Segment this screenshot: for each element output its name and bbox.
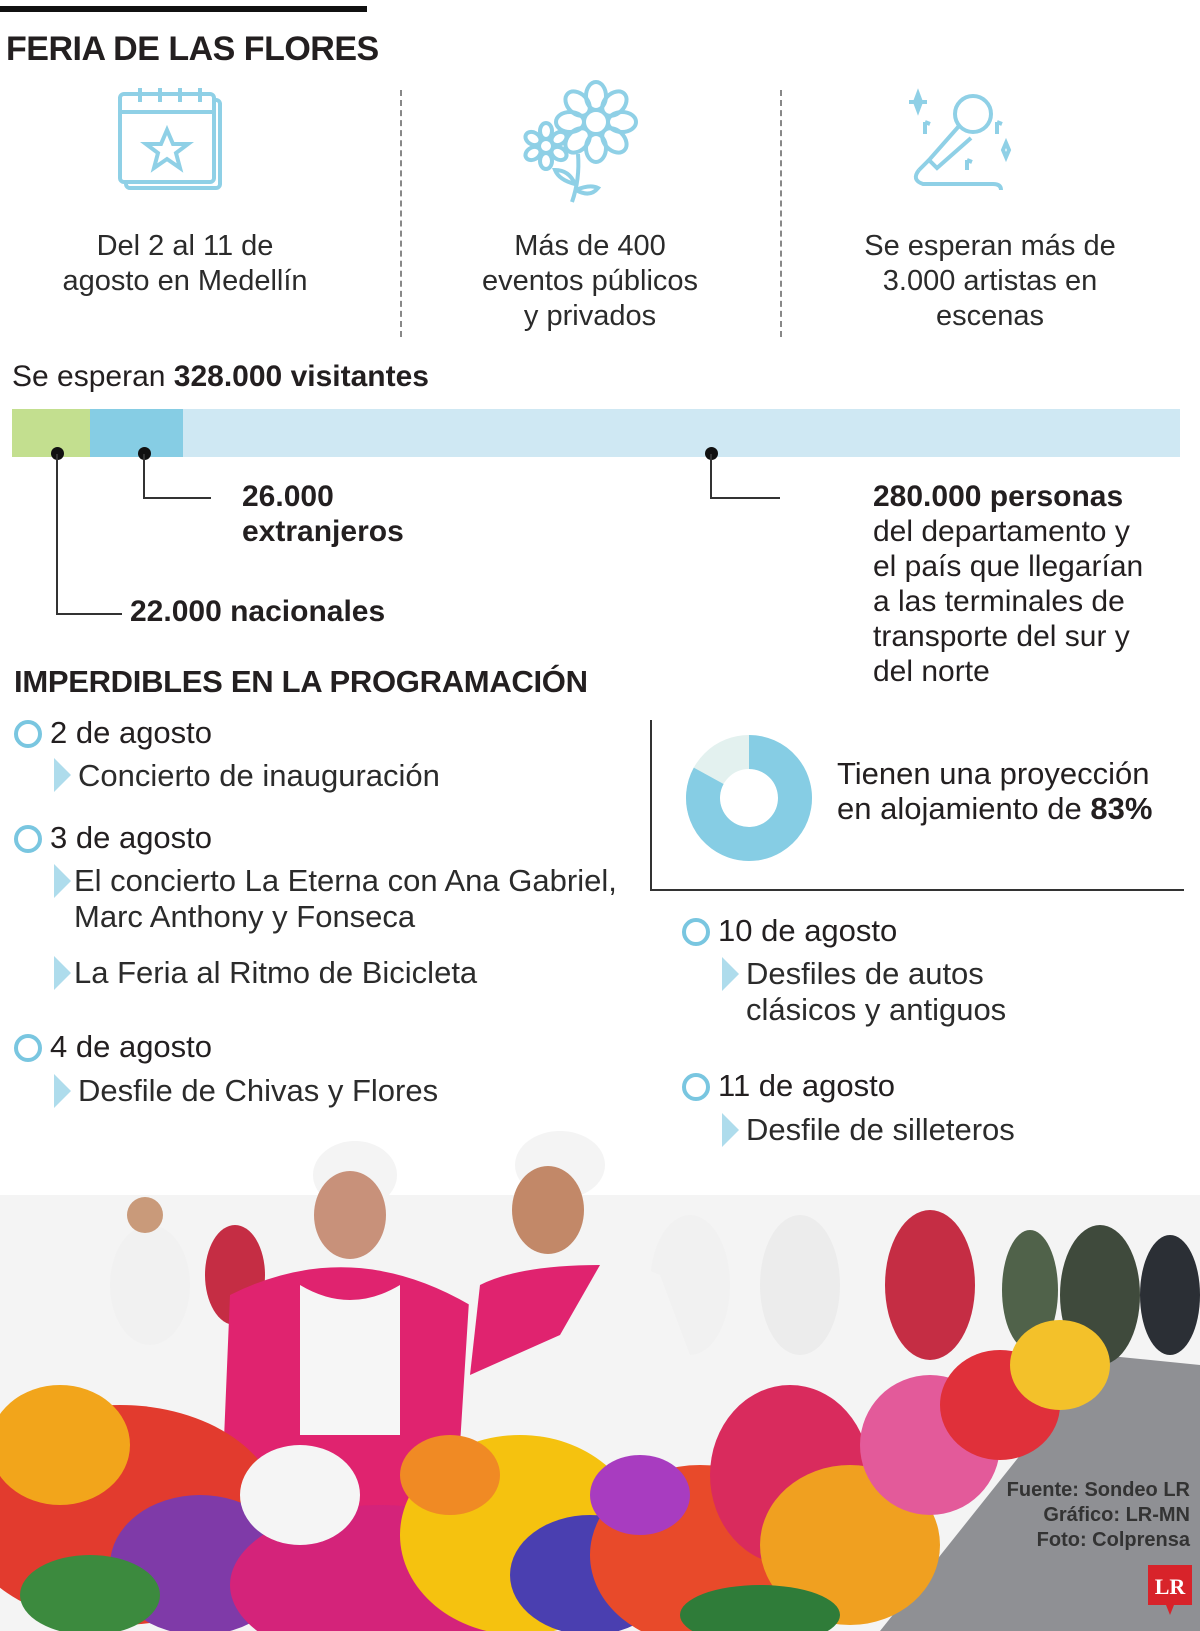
event-arrow-icon (722, 957, 739, 991)
stat-artists-line: Se esperan más de (864, 230, 1116, 262)
festival-photo (0, 1115, 1200, 1631)
schedule-event-line: clásicos y antiguos (746, 992, 1007, 1027)
leader-nacionales (56, 454, 58, 614)
visitors-heading (12, 360, 429, 394)
page-title: FERIA DE LAS FLORES (6, 30, 379, 68)
schedule-event-line: Desfiles de autos (746, 956, 984, 991)
credit-graphic: Gráfico: LR-MN (1043, 1504, 1190, 1526)
schedule-event-line: El concierto La Eterna con Ana Gabriel, (74, 863, 617, 898)
visitors-total: 328.000 visitantes (173, 360, 429, 393)
stat-events (420, 229, 760, 334)
leader-extranjeros (143, 497, 211, 499)
stat-events-line: eventos públicos (481, 265, 699, 297)
stat-dates-line: agosto en Medellín (62, 265, 308, 297)
schedule-event: Concierto de inauguración (78, 758, 440, 793)
microphone-icon (905, 88, 1015, 198)
calendar-star-icon (118, 86, 228, 194)
label-extranjeros-value: 26.000 (242, 480, 334, 513)
label-personas-value: 280.000 personas (873, 480, 1124, 513)
date-marker-icon (14, 720, 42, 748)
label-personas-line: a las terminales de (873, 585, 1125, 618)
top-rule (0, 6, 367, 12)
date-marker-icon (682, 918, 710, 946)
lodging-box-border (650, 889, 1184, 891)
credit-photo: Foto: Colprensa (1036, 1529, 1190, 1551)
flower-icon (520, 76, 650, 206)
leader-nacionales (56, 613, 122, 615)
label-nacionales-text: 22.000 nacionales (130, 595, 386, 628)
date-marker-icon (14, 825, 42, 853)
stat-events-line: Más de 400 (514, 230, 666, 262)
schedule-date: 11 de agosto (718, 1068, 895, 1103)
schedule-date: 10 de agosto (718, 913, 898, 948)
event-arrow-icon (54, 864, 71, 898)
date-marker-icon (14, 1034, 42, 1062)
lodging-donut (684, 733, 814, 863)
schedule-event-line: Marc Anthony y Fonseca (74, 899, 416, 934)
lodging-value: 83% (1090, 791, 1153, 826)
leader-extranjeros (143, 454, 145, 498)
visitors-prefix: Se esperan (12, 360, 166, 393)
label-extranjeros-text: extranjeros (242, 515, 404, 548)
lodging-line: Tienen una proyección (837, 756, 1150, 791)
schedule-event (74, 863, 617, 935)
schedule-date: 3 de agosto (50, 820, 213, 855)
schedule-event: La Feria al Ritmo de Bicicleta (74, 955, 478, 990)
lr-logo-text: LR (1154, 1574, 1186, 1599)
schedule-event: Desfile de Chivas y Flores (78, 1073, 439, 1108)
stat-artists-line: escenas (935, 300, 1044, 332)
stat-artists-line: 3.000 artistas en (882, 265, 1098, 297)
label-personas-line: transporte del sur y (873, 620, 1130, 653)
credits (1007, 1478, 1190, 1553)
event-arrow-icon (54, 1074, 71, 1108)
lodging-prefix: en alojamiento de (837, 791, 1082, 826)
leader-personas (710, 454, 712, 498)
stat-artists (800, 229, 1180, 334)
date-marker-icon (682, 1073, 710, 1101)
event-arrow-icon (54, 956, 71, 990)
divider-2 (780, 90, 782, 337)
bar-segment-personas (183, 409, 1180, 457)
lodging-line (837, 791, 1152, 826)
label-personas (873, 479, 1143, 689)
schedule-date: 2 de agosto (50, 715, 213, 750)
lr-logo (1148, 1565, 1192, 1615)
stat-events-line: y privados (523, 300, 657, 332)
stat-dates (20, 229, 350, 299)
label-nacionales (130, 594, 385, 629)
schedule-event (746, 956, 1006, 1028)
lodging-text (837, 756, 1152, 826)
section-title: IMPERDIBLES EN LA PROGRAMACIÓN (14, 664, 588, 699)
lodging-box-border (650, 720, 652, 890)
stat-dates-line: Del 2 al 11 de (96, 230, 274, 262)
visitors-bar (12, 409, 1180, 457)
schedule-event: Desfile de silleteros (746, 1112, 1015, 1147)
credit-source: Fuente: Sondeo LR (1006, 1479, 1190, 1501)
schedule-date: 4 de agosto (50, 1029, 213, 1064)
label-extranjeros (242, 479, 404, 549)
label-personas-line: del departamento y (873, 515, 1130, 548)
bar-segment-extranjeros (90, 409, 183, 457)
divider-1 (400, 90, 402, 337)
leader-personas (710, 497, 780, 499)
label-personas-line: del norte (873, 655, 990, 688)
event-arrow-icon (54, 758, 71, 792)
label-personas-line: el país que llegarían (873, 550, 1144, 583)
